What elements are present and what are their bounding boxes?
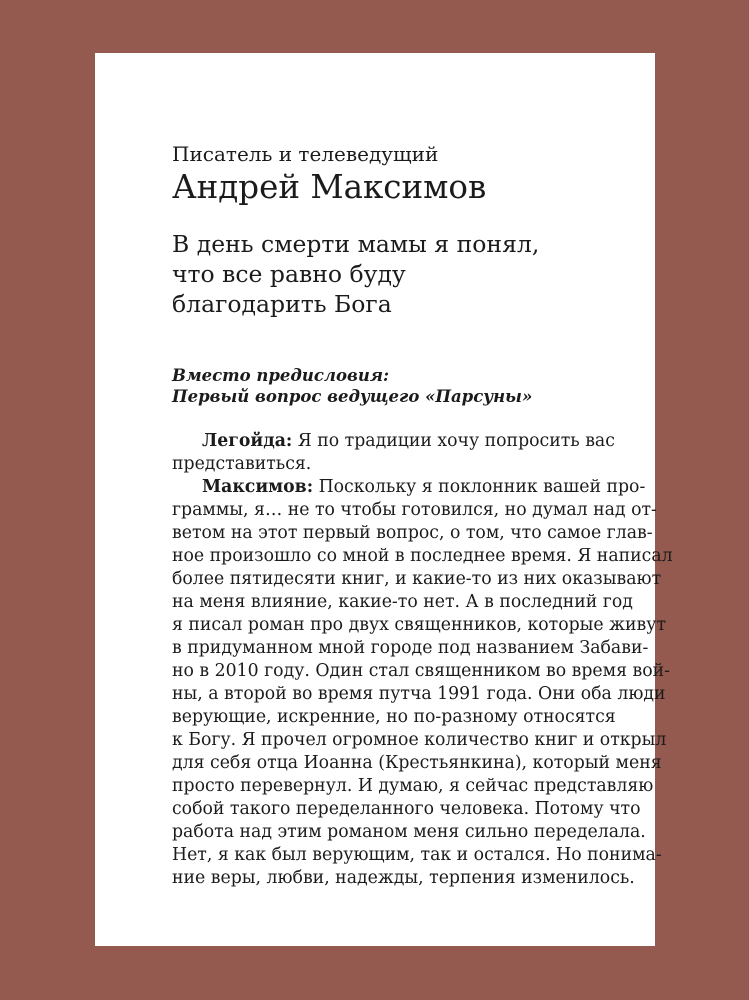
preface-heading-line: Вместо предисловия: (172, 366, 390, 385)
text-line: ны, а второй во время путча 1991 года. Они оба люди (172, 684, 666, 704)
paragraph-maksimov (202, 476, 646, 499)
author-name: Андрей Максимов (172, 168, 487, 206)
text-line: верующие, искренние, но по-разному относятся (172, 707, 616, 727)
speaker-legoyda: Легойда: (202, 431, 293, 451)
paragraph-legoyda (202, 430, 615, 453)
text-line: работа над этим романом меня сильно переделала. (172, 822, 646, 842)
text-line: ное произошло со мной в последнее время. Я написал (172, 546, 673, 566)
preface-heading-line: Первый вопрос ведущего «Парсуны» (172, 387, 533, 406)
text-line: Поскольку я поклонник вашей про- (313, 477, 646, 497)
text-line: граммы, я… не то чтобы готовился, но думал над от- (172, 500, 657, 520)
text-line: для себя отца Иоанна (Крестьянкина), который меня (172, 753, 662, 773)
text-line: Нет, я как был верующим, так и остался. Но понима- (172, 845, 662, 865)
author-subtitle: Писатель и телеведущий (172, 142, 439, 166)
text-line: но в 2010 году. Один стал священником во время вой- (172, 661, 670, 681)
text-line: я писал роман про двух священников, которые живут (172, 615, 667, 635)
text-line: просто перевернул. И думаю, я сейчас представляю (172, 776, 654, 796)
text-line: собой такого переделанного человека. Потому что (172, 799, 641, 819)
text-line: представиться. (172, 454, 312, 474)
chapter-title-line: благодарить Бога (172, 290, 392, 318)
book-page (95, 53, 673, 946)
text-line: ние веры, любви, надежды, терпения изменилось. (172, 868, 635, 888)
text-line: более пятидесяти книг, и какие-то из них оказывают (172, 569, 662, 589)
text-line: на меня влияние, какие-то нет. А в последний год (172, 592, 633, 612)
text-line: к Богу. Я прочел огромное количество книг и открыл (172, 730, 667, 750)
text-line: Я по традиции хочу попросить вас (292, 431, 615, 451)
chapter-title-line: что все равно буду (172, 260, 406, 288)
chapter-title-line: В день смерти мамы я понял, (172, 230, 540, 258)
text-line: ветом на этот первый вопрос, о том, что самое глав- (172, 523, 653, 543)
text-line: в придуманном мной городе под названием Забави- (172, 638, 649, 658)
speaker-maksimov: Максимов: (202, 477, 314, 497)
